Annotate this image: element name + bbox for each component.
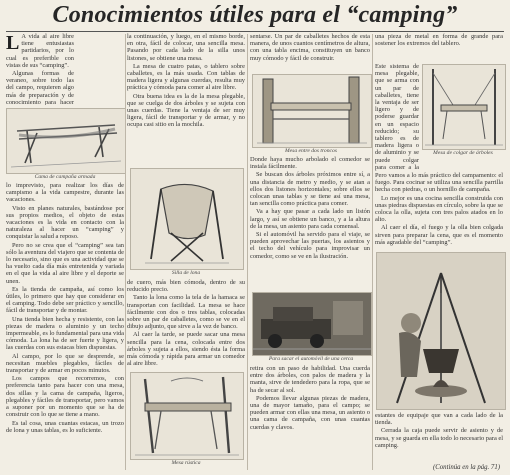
paragraph: Podemos llevar algunas piezas de madera, una de mayor tamaño, para el campo; se pueden armar con ellas una mesa, un asiento o una cama de campaña, con unas cuantas cuerdas y clavos.: [250, 394, 370, 431]
paragraph: Al caer el día, el fuego y la olla bien colgada sirven para preparar la cena, que es el momento más agradable del “camping”.: [375, 224, 503, 246]
column-2-middle: [127, 279, 245, 369]
column-3-bottom: [250, 365, 370, 465]
paragraph: la continuación, y luego, en el mismo borde, en otra, fácil de colocar, una sencilla mesa. Pasando por cada lado de la silla unos listones, se obtiene una mesa.: [127, 33, 245, 62]
column-divider: [125, 34, 126, 470]
paragraph: Otra buena idea es la de la mesa plegable, que se cuelga de dos árboles y se sujeta con unas cuerdas. Tiene la ventaja de ser muy ligera, fácil de transportar y de armar, y no ocupa casi sitio en la mochila.: [127, 92, 245, 129]
column-3-top: [250, 33, 370, 71]
caption-mesa-rustica: Mesa rústica: [171, 460, 201, 466]
campfire-illustration: [377, 253, 505, 409]
paragraph: Los campos que recorremos, con preferencia tanto para hacer con una mesa, dos sillas y la cama de campaña, ligeros, plegables y fáciles de transportar, pero vamos a suponer por un momento que se ha de construir con lo que se tiene a mano.: [6, 375, 124, 419]
continued-note: (Continúa en la pág. 71): [432, 464, 500, 471]
hanging-table-illustration: [423, 65, 505, 149]
paragraph: Lo mejor es una cocina sencilla construida con unas piedras dispuestas en círculo, sobre la que se coloca la olla, sujeta con tres palos atados en lo alto.: [375, 194, 503, 224]
column-4-top: [375, 33, 503, 63]
paragraph: Va a hay que pasar a cada lado un listón largo, y así se obtiene un banco, y a la altura de la mesa, un asiento para cada comensal.: [250, 208, 370, 230]
chair-illustration: [131, 169, 243, 269]
paragraph: Algunas formas de veraneo, sobre todo las del campo, requieren algo más de preparación y de conocimiento para hacer: [6, 70, 74, 105]
figure-mesa-colgar: [422, 64, 506, 150]
paragraph: retira con un paso de habilidad. Una cuerda entre dos árboles, con palos de madera y la manta, sirve de tendedero para la ropa, que se ha de secar al sol.: [250, 365, 370, 394]
paragraph: Es la tienda de campaña, así como los útiles, lo primero que hay que considerar en el camping. Todo debe ser práctico y sencillo, fácil de transportar y de montar.: [6, 285, 124, 315]
article-title: Conocimientos útiles para el “camping”: [52, 2, 458, 28]
column-divider: [372, 34, 373, 470]
paragraph: Visto en planes naturales, bastándose por sus propios medios, el objeto de estas vacaciones es la vida en contacto con la naturaleza al hacer un “camping” y conquistar la salud a reposo.: [6, 204, 124, 241]
figure-mesa-rustica: [130, 372, 244, 460]
car-illustration: [253, 293, 371, 355]
caption-mesa-trozos: Mesa entre dos troncos: [285, 148, 337, 154]
paragraph: una pieza de metal en forma de grande para sostener los extremos del tablero.: [375, 33, 503, 48]
column-2-top: [127, 33, 245, 165]
paragraph: Pero no se crea que el “camping” sea tan sólo la aventura del viajero que se contenta de lo necesario, sino que es una actividad que se ha vuelto cada día más entretenida y variada en el que la vida al aire libre y el deporte se unen.: [6, 241, 124, 285]
figure-cama: [6, 108, 126, 174]
rustic-table-illustration: [131, 373, 243, 459]
paragraph: estantes de equipaje que van a cada lado de la tienda.: [375, 412, 503, 427]
paragraph: lo imprevisto, para realizar los días de campismo a la vida campestre, durante las vacaciones.: [6, 182, 124, 204]
paragraph: Es tal cosa, unas cuantas estacas, un trozo de lona y unas tablas, es lo suficiente.: [6, 419, 124, 434]
paragraph: Se buscan dos árboles próximos entre sí, a una distancia de metro y medio, y se atan a ellos dos listones horizontales; sobre ellos se colocan unas tablas y se tiene así una mesa, tan sencilla como práctica para comer.: [250, 171, 370, 208]
paragraph: A vida al aire libre tiene entusiastas partidarios, por lo cual es preferible con vistas de sus “camping”.: [6, 33, 74, 69]
figure-auto: [252, 292, 372, 356]
drop-cap: L: [6, 33, 20, 54]
cot-illustration: [7, 109, 125, 173]
caption-silla: Silla de lona: [171, 270, 201, 276]
caption-auto: Para sacar el automóvil de una cerca: [268, 356, 354, 362]
paragraph: sentarse. Un par de caballetes hechos de esta manera, de unos cuantos centímetros de altura, con una tabla encima, constituyen un banco muy cómodo y fácil de construir.: [250, 33, 370, 62]
figure-silla: [130, 168, 244, 270]
paragraph: Si el automóvil ha servido para el viaje, se pueden aprovechar las puertas, los asientos y el techo del vehículo para improvisar un comedor, como se ve en la ilustración.: [250, 231, 370, 260]
paragraph: La mesa de cuatro patas, o tablero sobre caballetes, es la más usada. Con tablas de madera ligera y algunas cuerdas, resulta muy práctica y cómoda para comer al aire libre.: [127, 62, 245, 92]
paragraph: de cuero, más bien cómoda, dentro de su reducido precio.: [127, 279, 245, 294]
caption-mesa-colgar: Mesa de colgar de árboles: [433, 150, 493, 156]
column-1-top: [6, 33, 74, 105]
column-divider: [247, 34, 248, 470]
paragraph: Tanto la lona como la tela de la hamaca se transportan con facilidad. La mesa se hace fácilmente con dos o tres tablas, colocadas sobre un par de caballetes, como se ve en el dibujo adjunto, que sirve a la vez de banco.: [127, 294, 245, 331]
figure-mesa-trozos: [252, 74, 372, 148]
paragraph: Una tienda bien hecha y resistente, con las piezas de madera o aluminio y un techo impermeable, es lo fundamental para una vida cómoda. La lona ha de ser fuerte y ligera, y las cuerdas con sus estacas bien dispuestas.: [6, 315, 124, 352]
title-rule: [6, 31, 504, 32]
paragraph: Al caer la tarde, se puede sacar una mesa sencilla para la cena, colocada entre dos árboles y sujeta a ellos, siendo ésta la forma más cómoda y rápida para armar un comedor al aire libre.: [127, 331, 245, 368]
paragraph: Cerrada la caja puede servir de asiento y de mesa, y se guarda en ella todo lo necesario para el camping.: [375, 427, 503, 449]
column-4-middle: [375, 172, 503, 250]
figure-fogon: [376, 252, 506, 410]
log-table-illustration: [253, 75, 371, 147]
paragraph: Donde haya mucho arbolado el comedor se instala fácilmente.: [250, 156, 370, 171]
column-3-middle: [250, 156, 370, 290]
paragraph: Este sistema de mesa plegable, que se arma con un par de caballetes, tiene la ventaja de ser ligero y de poderse guardar en un espacio reducido; su tablero es de madera ligera o de aluminio y se puede colgar para comer a la: [375, 63, 419, 171]
paragraph: Pero vamos a lo más práctico del campamento: el fuego. Para cocinar se utiliza una sencilla parrilla hecha con piedras, o un hornillo de campaña.: [375, 172, 503, 194]
column-4-bottom: [375, 412, 503, 462]
column-4-narrow: [375, 63, 419, 171]
caption-cama: Cama de campaña armada: [34, 174, 96, 180]
column-1-bottom: [6, 182, 124, 462]
paragraph: Al campo, por lo que se desprende, se necesitan muebles plegables, fáciles de transportar y de armar en pocos minutos.: [6, 352, 124, 375]
